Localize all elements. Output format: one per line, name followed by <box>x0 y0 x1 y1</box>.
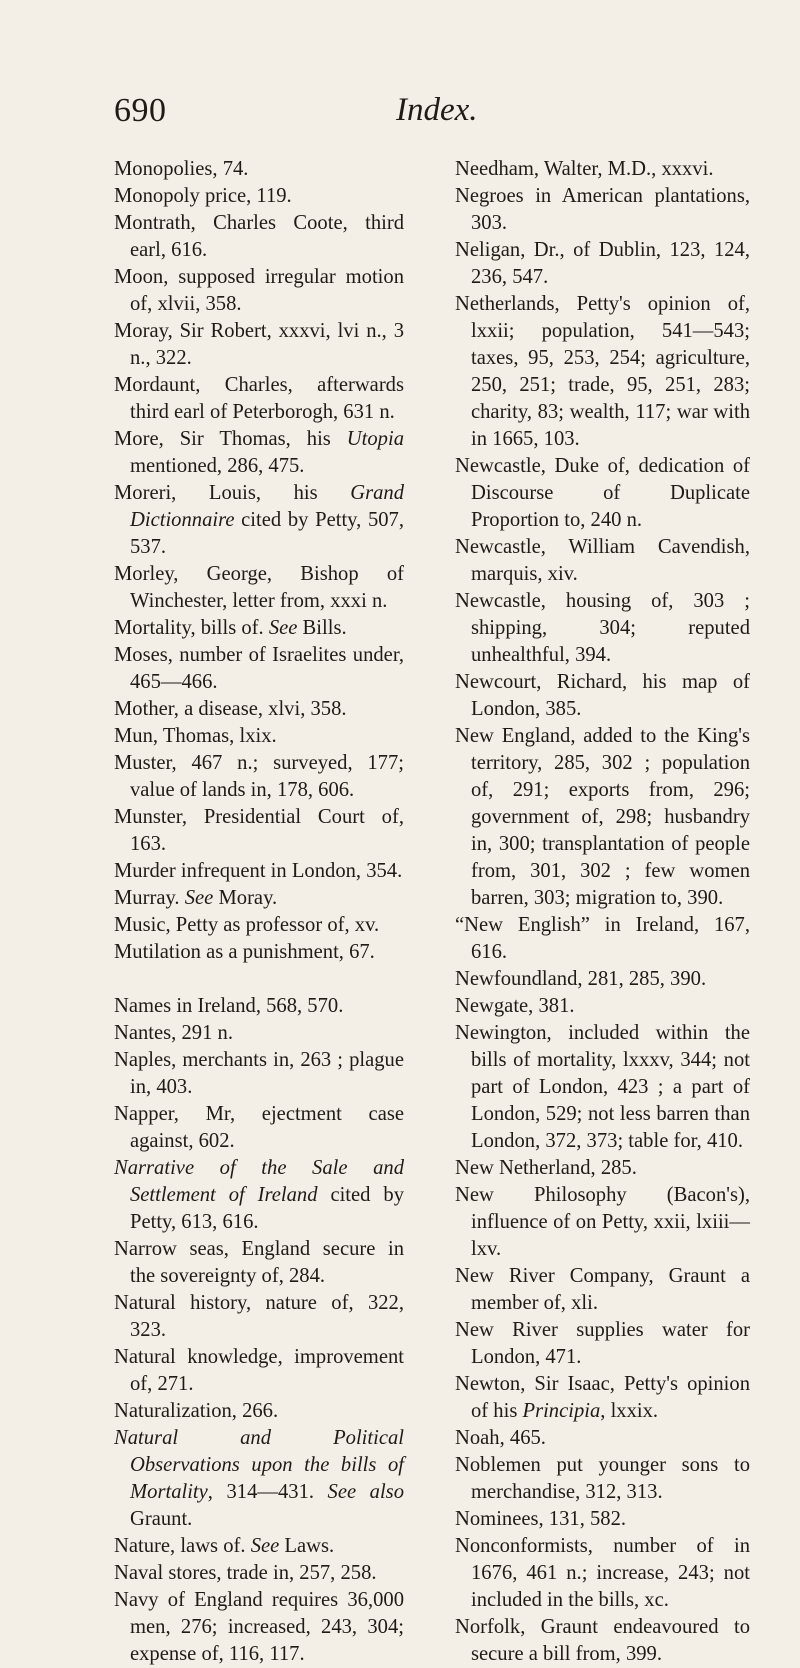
index-entry <box>114 642 404 696</box>
index-entry <box>455 912 750 966</box>
index-entry-text: Naples, merchants in, 263 ; plague in, 403. <box>114 1049 404 1098</box>
index-entry <box>114 156 404 183</box>
page-header <box>114 92 700 132</box>
index-entry <box>114 1425 404 1533</box>
index-entry <box>455 723 750 912</box>
index-entry <box>455 183 750 237</box>
index-entry-text: , 314—431. <box>207 1481 328 1503</box>
index-entry-text: Names in Ireland, 568, 570. <box>114 995 344 1017</box>
index-entry-text: Nominees, 131, 582. <box>455 1508 627 1530</box>
index-entry <box>114 912 404 939</box>
index-entry <box>455 1317 750 1371</box>
index-entry-text: Naturalization, 266. <box>114 1400 279 1422</box>
index-entry <box>455 1506 750 1533</box>
index-entry-text: Newgate, 381. <box>455 995 575 1017</box>
index-entry-text: Music, Petty as professor of, xv. <box>114 914 380 936</box>
index-entry-text: Newton, Sir Isaac, Petty's opinion of his <box>455 1373 750 1422</box>
index-entry-text: Moreri, Louis, his <box>114 482 351 504</box>
index-entry-italic-text: See <box>184 887 214 909</box>
index-entry <box>114 1236 404 1290</box>
index-entry <box>114 1020 404 1047</box>
index-entry-text: New River Company, Graunt a member of, xli. <box>455 1265 750 1314</box>
index-entry <box>114 885 404 912</box>
index-entry <box>455 1371 750 1425</box>
index-entry <box>114 561 404 615</box>
index-entry-text: Netherlands, Petty's opinion of, lxxii; population, 541—543; taxes, 95, 253, 254; agriculture, 250, 251; trade, 95, 251, 283; charity, 83; wealth, 117; war with in 1665, 103. <box>455 293 750 450</box>
index-entry-text: Moon, supposed irregular motion of, xlvii, 358. <box>114 266 404 315</box>
index-entry-text: Nantes, 291 n. <box>114 1022 233 1044</box>
index-entry-text: Mortality, bills of. <box>114 617 269 639</box>
index-entry <box>114 804 404 858</box>
index-entry <box>114 1344 404 1398</box>
index-entry-text: Monopolies, 74. <box>114 158 249 180</box>
index-entry <box>455 1155 750 1182</box>
index-entry-text: Monopoly price, 119. <box>114 185 292 207</box>
index-entry <box>114 1587 404 1668</box>
index-entry <box>455 966 750 993</box>
running-title: Index. <box>396 92 478 128</box>
index-entry <box>114 615 404 642</box>
index-entry-text: Newfoundland, 281, 285, 390. <box>455 968 707 990</box>
index-entry-text: Muster, 467 n.; surveyed, 177; value of lands in, 178, 606. <box>114 752 404 801</box>
index-entry <box>114 1398 404 1425</box>
index-entry <box>455 534 750 588</box>
index-entry <box>114 480 404 561</box>
index-entry <box>114 1101 404 1155</box>
index-entry-text: Naval stores, trade in, 257, 258. <box>114 1562 377 1584</box>
index-entry <box>114 939 404 966</box>
index-entry-text: Graunt. <box>130 1508 193 1530</box>
index-entry-text: , lxxix. <box>600 1400 659 1422</box>
index-entry-text: Moses, number of Israelites under, 465—466. <box>114 644 404 693</box>
index-entry-text: More, Sir Thomas, his <box>114 428 347 450</box>
index-entry-text: Newcastle, William Cavendish, marquis, xiv. <box>455 536 750 585</box>
index-entry-text: Newington, included within the bills of mortality, lxxxv, 344; not part of London, 423 ; a part of London, 529; not less barren than London, 372, 373; table for, 410. <box>455 1022 750 1152</box>
index-entry <box>114 696 404 723</box>
index-entry-text: Napper, Mr, ejectment case against, 602. <box>114 1103 404 1152</box>
index-entry-text: Laws. <box>279 1535 335 1557</box>
index-entry-text: Mutilation as a punishment, 67. <box>114 941 375 963</box>
index-entry <box>114 723 404 750</box>
index-entry-text: Natural knowledge, improvement of, 271. <box>114 1346 404 1395</box>
index-entry-text: Norfolk, Graunt endeavoured to secure a bill from, 399. <box>455 1616 750 1665</box>
index-entry <box>455 1020 750 1155</box>
index-entry-text: Needham, Walter, M.D., xxxvi. <box>455 158 714 180</box>
index-entry-text: Morley, George, Bishop of Winchester, letter from, xxxi n. <box>114 563 404 612</box>
index-entry-italic-text: See <box>250 1535 280 1557</box>
index-entry-text: Nonconformists, number of in 1676, 461 n.; increase, 243; not included in the bills, xc. <box>455 1535 750 1611</box>
index-entry-text: Mordaunt, Charles, afterwards third earl of Peterborogh, 631 n. <box>114 374 404 423</box>
index-entry-text: New England, added to the King's territory, 285, 302 ; population of, 291; exports from, 296; government of, 298; husbandry in, 300; transplantation of people from, 301, 302 ; few women barren, 303; migration to, 390. <box>455 725 750 909</box>
index-entry <box>455 1614 750 1668</box>
index-entry-text: Murray. <box>114 887 185 909</box>
index-entry-text: New River supplies water for London, 471. <box>455 1319 750 1368</box>
index-entry <box>114 264 404 318</box>
index-entry-text: Moray. <box>213 887 278 909</box>
index-entry-text: Mother, a disease, xlvi, 358. <box>114 698 347 720</box>
index-entry-text: Newcastle, Duke of, dedication of Discourse of Duplicate Proportion to, 240 n. <box>455 455 750 531</box>
index-entry-text: Murder infrequent in London, 354. <box>114 860 403 882</box>
right-index-column <box>455 156 750 1668</box>
index-entry-text: Neligan, Dr., of Dublin, 123, 124, 236, 547. <box>455 239 750 288</box>
index-entry-text: New Philosophy (Bacon's), influence of on Petty, xxii, lxiii—lxv. <box>455 1184 750 1260</box>
index-entry <box>455 1263 750 1317</box>
page-number: 690 <box>114 92 167 129</box>
index-entry-text: Navy of England requires 36,000 men, 276; increased, 243, 304; expense of, 116, 117. <box>114 1589 404 1665</box>
index-entry <box>455 291 750 453</box>
index-entry-text: Noah, 465. <box>455 1427 546 1449</box>
index-entry <box>114 750 404 804</box>
left-index-column <box>114 156 404 1668</box>
index-entry <box>114 993 404 1020</box>
index-entry-text: Newcastle, housing of, 303 ; shipping, 304; reputed unhealthful, 394. <box>455 590 750 666</box>
index-entry <box>455 1452 750 1506</box>
index-entry <box>114 426 404 480</box>
index-entry <box>114 1047 404 1101</box>
index-entry <box>114 210 404 264</box>
index-entry-text: Natural history, nature of, 322, 323. <box>114 1292 404 1341</box>
index-entry <box>455 1533 750 1614</box>
index-entry <box>455 588 750 669</box>
index-entry-italic-text: See <box>268 617 298 639</box>
index-entry-italic-text: Principia <box>522 1400 601 1422</box>
index-entry-text: Newcourt, Richard, his map of London, 385. <box>455 671 750 720</box>
index-entry-text: Nature, laws of. <box>114 1535 251 1557</box>
index-entry-italic-text: Utopia <box>346 428 404 450</box>
index-entry <box>114 1155 404 1236</box>
index-entry <box>114 858 404 885</box>
index-entry <box>455 156 750 183</box>
index-entry-italic-text: Natural and Political Observations upon the bills of Mortality <box>114 1427 404 1503</box>
index-entry <box>455 993 750 1020</box>
index-entry-text: Munster, Presidential Court of, 163. <box>114 806 404 855</box>
index-entry <box>114 1533 404 1560</box>
index-entry-text: Noblemen put younger sons to merchandise, 312, 313. <box>455 1454 750 1503</box>
index-entry <box>114 183 404 210</box>
index-entry-text: cited by Petty, 507, 537. <box>130 509 404 558</box>
index-entry-italic-text: See also <box>327 1481 404 1503</box>
index-entry <box>114 1560 404 1587</box>
index-entry <box>114 372 404 426</box>
index-entry <box>455 237 750 291</box>
index-entry <box>455 669 750 723</box>
index-entry-text: mentioned, 286, 475. <box>130 455 305 477</box>
index-entry-text: Negroes in American plantations, 303. <box>455 185 750 234</box>
index-entry-text: cited by Petty, 613, 616. <box>130 1184 404 1233</box>
index-entry <box>114 318 404 372</box>
index-entry-italic-text: Narrative of the Sale and Settlement of Ireland <box>114 1157 404 1206</box>
index-entry-text: “New English” in Ireland, 167, 616. <box>455 914 750 963</box>
index-entry <box>455 1182 750 1263</box>
index-entry-text: Mun, Thomas, lxix. <box>114 725 277 747</box>
index-entry-text: Narrow seas, England secure in the sovereignty of, 284. <box>114 1238 404 1287</box>
index-entry <box>455 453 750 534</box>
index-entry-text: Moray, Sir Robert, xxxvi, lvi n., 3 n., 322. <box>114 320 404 369</box>
index-entry-text: New Netherland, 285. <box>455 1157 637 1179</box>
index-entry <box>114 1290 404 1344</box>
index-entry-text: Bills. <box>297 617 347 639</box>
index-entry-text: Montrath, Charles Coote, third earl, 616. <box>114 212 404 261</box>
index-entry-italic-text: Grand Dictionnaire <box>130 482 404 531</box>
index-entry <box>455 1425 750 1452</box>
